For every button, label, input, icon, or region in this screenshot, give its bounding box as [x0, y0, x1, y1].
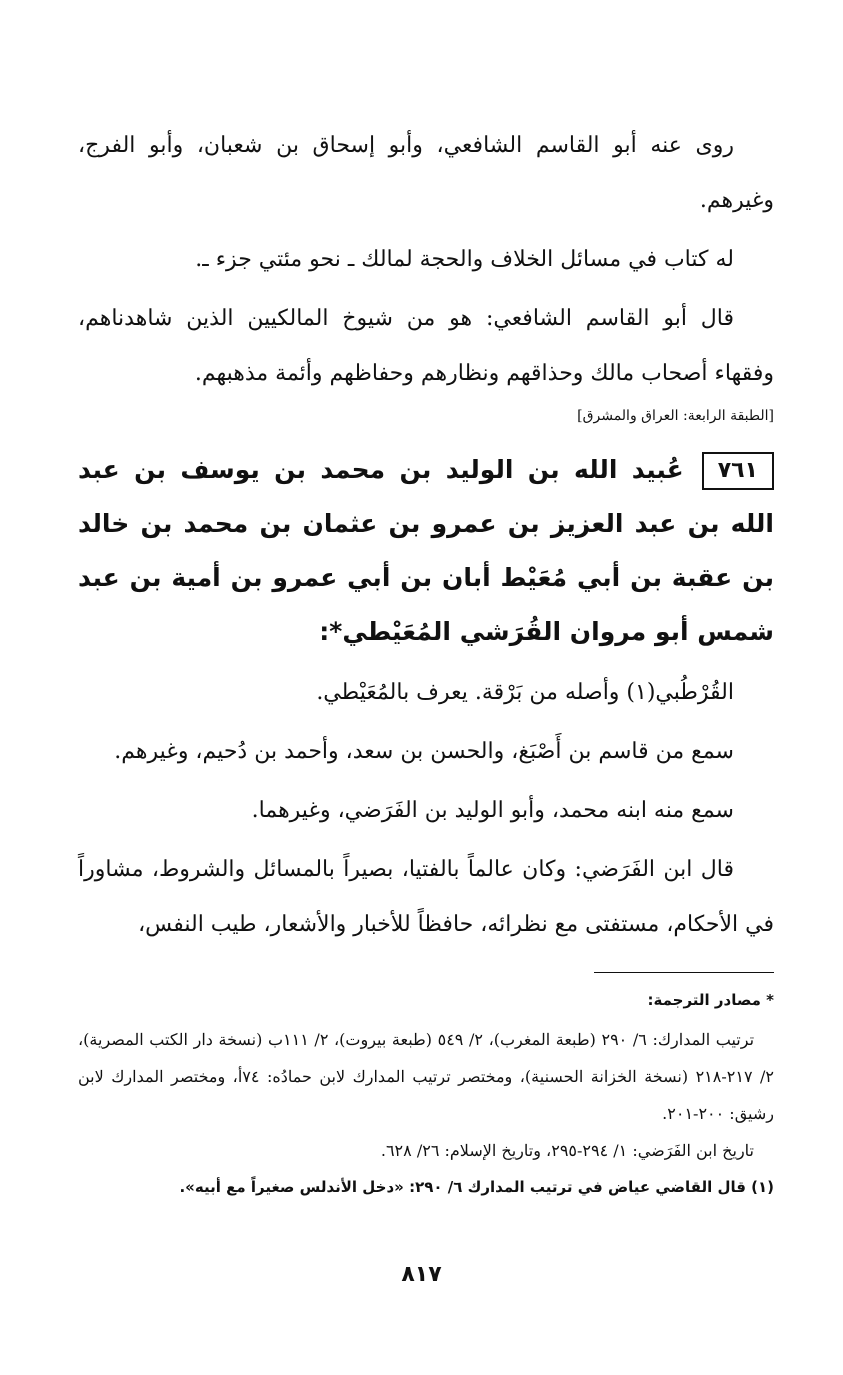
- page-content: [78, 118, 774, 1206]
- section-note: [الطبقة الرابعة: العراق والمشرق]: [577, 408, 774, 424]
- entry-number: ٧٦١: [702, 452, 774, 490]
- paragraph-narrators: روى عنه أبو القاسم الشافعي، وأبو إسحاق بن شعبان، وأبو الفرج، وغيرهم.: [78, 133, 774, 213]
- paragraph-book: له كتاب في مسائل الخلاف والحجة لمالك ـ نحو مئتي جزء ـ.: [195, 247, 734, 272]
- entry-heading: [78, 443, 774, 659]
- footnote-1: (١) قال القاضي عياض في ترتيب المدارك ٦/ ٢٩٠: «دخل الأندلس صغيراً مع أبيه».: [179, 1178, 774, 1196]
- paragraph-shafii-quote: قال أبو القاسم الشافعي: هو من شيوخ المالكيين الذين شاهدناهم، وفقهاء أصحاب مالك وحذاقهم ونظارهم وحفاظهم وأئمة مذهبهم.: [78, 306, 774, 386]
- footnote-sources-2: تاريخ ابن الفَرَضي: ١/ ٢٩٤-٢٩٥، وتاريخ الإسلام: ٢٦/ ٦٢٨.: [380, 1141, 754, 1160]
- footnote-divider: [594, 972, 774, 973]
- footnote-sources: ترتيب المدارك: ٦/ ٢٩٠ (طبعة المغرب)، ٢/ ٥٤٩ (طبعة بيروت)، ٢/ ١١١ب (نسخة دار الكتب المصرية)، ٢/ ٢١٧-٢١٨ (نسخة الخزانة الحسنية)، ومختصر ترتيب المدارك لابن حمادُه: ٧٤أ، ومختصر المدارك لابن رشيق: ٢٠٠-٢٠١.: [78, 1030, 775, 1123]
- paragraph-heard-from: سمع من قاسم بن أَصْبَغ، والحسن بن سعد، وأحمد بن دُحيم، وغيرهم.: [114, 739, 734, 764]
- paragraph-heard-by: سمع منه ابنه محمد، وأبو الوليد بن الفَرَضي، وغيرهما.: [251, 798, 734, 823]
- entry-title: عُبيد الله بن الوليد بن محمد بن يوسف بن عبد الله بن عبد العزيز بن عمرو بن عثمان بن محمد بن خالد بن عقبة بن أبي مُعَيْط أبان بن أبي عمرو بن أمية بن عبد شمس أبو مروان القُرَشي المُعَيْطي*:: [78, 455, 774, 646]
- paragraph-ibn-faradi-quote: قال ابن الفَرَضي: وكان عالماً بالفتيا، بصيراً بالمسائل والشروط، مشاوراً في الأحكام، مستفتى مع نظرائه، حافظاً للأخبار والأشعار، طيب النفس،: [78, 857, 774, 937]
- paragraph-origin: القُرْطُبي(١) وأصله من بَرْقة. يعرف بالمُعَيْطي.: [316, 680, 734, 705]
- page-number: ٨١٧: [401, 1262, 442, 1287]
- footnote-heading: * مصادر الترجمة:: [647, 991, 774, 1009]
